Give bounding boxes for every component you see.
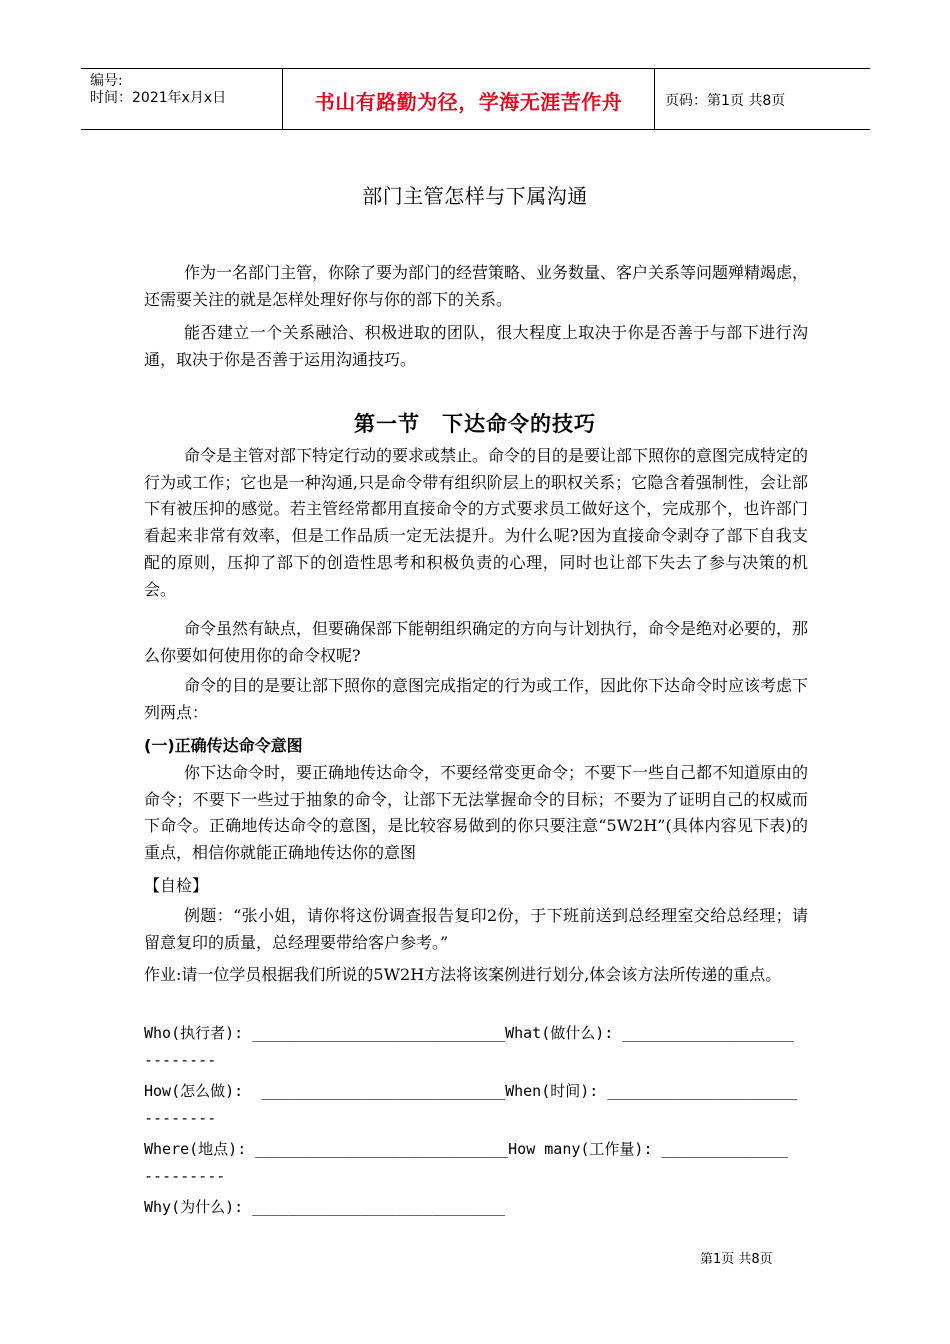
document-number-label: 编号: [90,73,123,89]
footer-page-number: 第1页 共8页 [700,1252,773,1267]
section-paragraph-1: 命令是主管对部下特定行动的要求或禁止。命令的目的是要让部下照你的意图完成特定的行为或工作；它也是一种沟通,只是命令带有组织阶层上的职权关系；它隐含着强制性，会让部下有被压抑的感觉。若主管经常都用直接命令的方式要求员工做好这个，完成那个，也许部门看起来非常有效率，但是工作品质一定无法提升。为什么呢?因为直接命令剥夺了部下自我支配的原则，压抑了部下的创造性思考和积极负责的心理，同时也让部下失去了参与决策的机会。 [144,446,809,599]
self-check-label: 【自检】 [144,876,209,895]
how-when-fill-line: How(怎么做): ___________________________When(时间): _____________________ [144,1082,797,1100]
intro-paragraph-1: 作为一名部门主管，你除了要为部门的经营策略、业务数量、客户关系等问题殚精竭虑，还需要关注的就是怎样处理好你与你的部下的关系。 [144,263,809,309]
subsection-paragraph: 你下达命令时，要正确地传达命令，不要经常变更命令；不要下一些自己都不知道原由的命令；不要下一些过于抽象的命令，让部下无法掌握命令的目标；不要为了证明自己的权威而下命令。正确地传达命令的意图，是比较容易做到的你只要注意“5W2H”(具体内容见下表)的重点，相信你就能正确地传达你的意图 [144,763,809,863]
header-pager-cell [655,69,870,129]
intro-paragraph-2: 能否建立一个关系融洽、积极进取的团队，很大程度上取决于你是否善于与部下进行沟通，取决于你是否善于运用沟通技巧。 [144,323,808,369]
how-when-fill-wrap: -------- [144,1109,217,1127]
section-paragraph-3: 命令的目的是要让部下照你的意图完成指定的行为或工作，因此你下达命令时应该考虑下列两点： [144,676,809,722]
header-page-number: 页码：第1页 共8页 [665,93,786,109]
why-fill-line: Why(为什么): ____________________________ [144,1198,506,1216]
subsection-heading: (一)正确传达命令意图 [144,736,303,755]
example-text: 例题：“张小姐，请你将这份调查报告复印2份，于下班前送到总经理室交给总经理；请留意复印的质量，总经理要带给客户参考。” [144,906,808,952]
section-heading: 第一节 下达命令的技巧 [354,411,596,436]
who-what-fill-line: Who(执行者): ____________________________What(做什么): ___________________ [144,1024,794,1042]
where-howmany-fill-line: Where(地点): ____________________________How many(工作量): ______________ [144,1140,788,1158]
document-date: 时间：2021年x月x日 [90,90,227,106]
header-motto-cell [282,69,655,129]
homework-text: 作业:请一位学员根据我们所说的5W2H方法将该案例进行划分,体会该方法所传递的重点。 [144,965,782,984]
page-header [81,68,870,130]
where-howmany-fill-wrap: --------- [144,1167,226,1185]
header-motto: 书山有路勤为径，学海无涯苦作舟 [314,90,623,114]
header-meta-cell [81,69,282,129]
section-paragraph-2: 命令虽然有缺点，但要确保部下能朝组织确定的方向与计划执行，命令是绝对必要的，那么你要如何使用你的命令权呢? [144,619,809,665]
who-what-fill-wrap: -------- [144,1051,217,1069]
document-title: 部门主管怎样与下属沟通 [362,184,588,208]
